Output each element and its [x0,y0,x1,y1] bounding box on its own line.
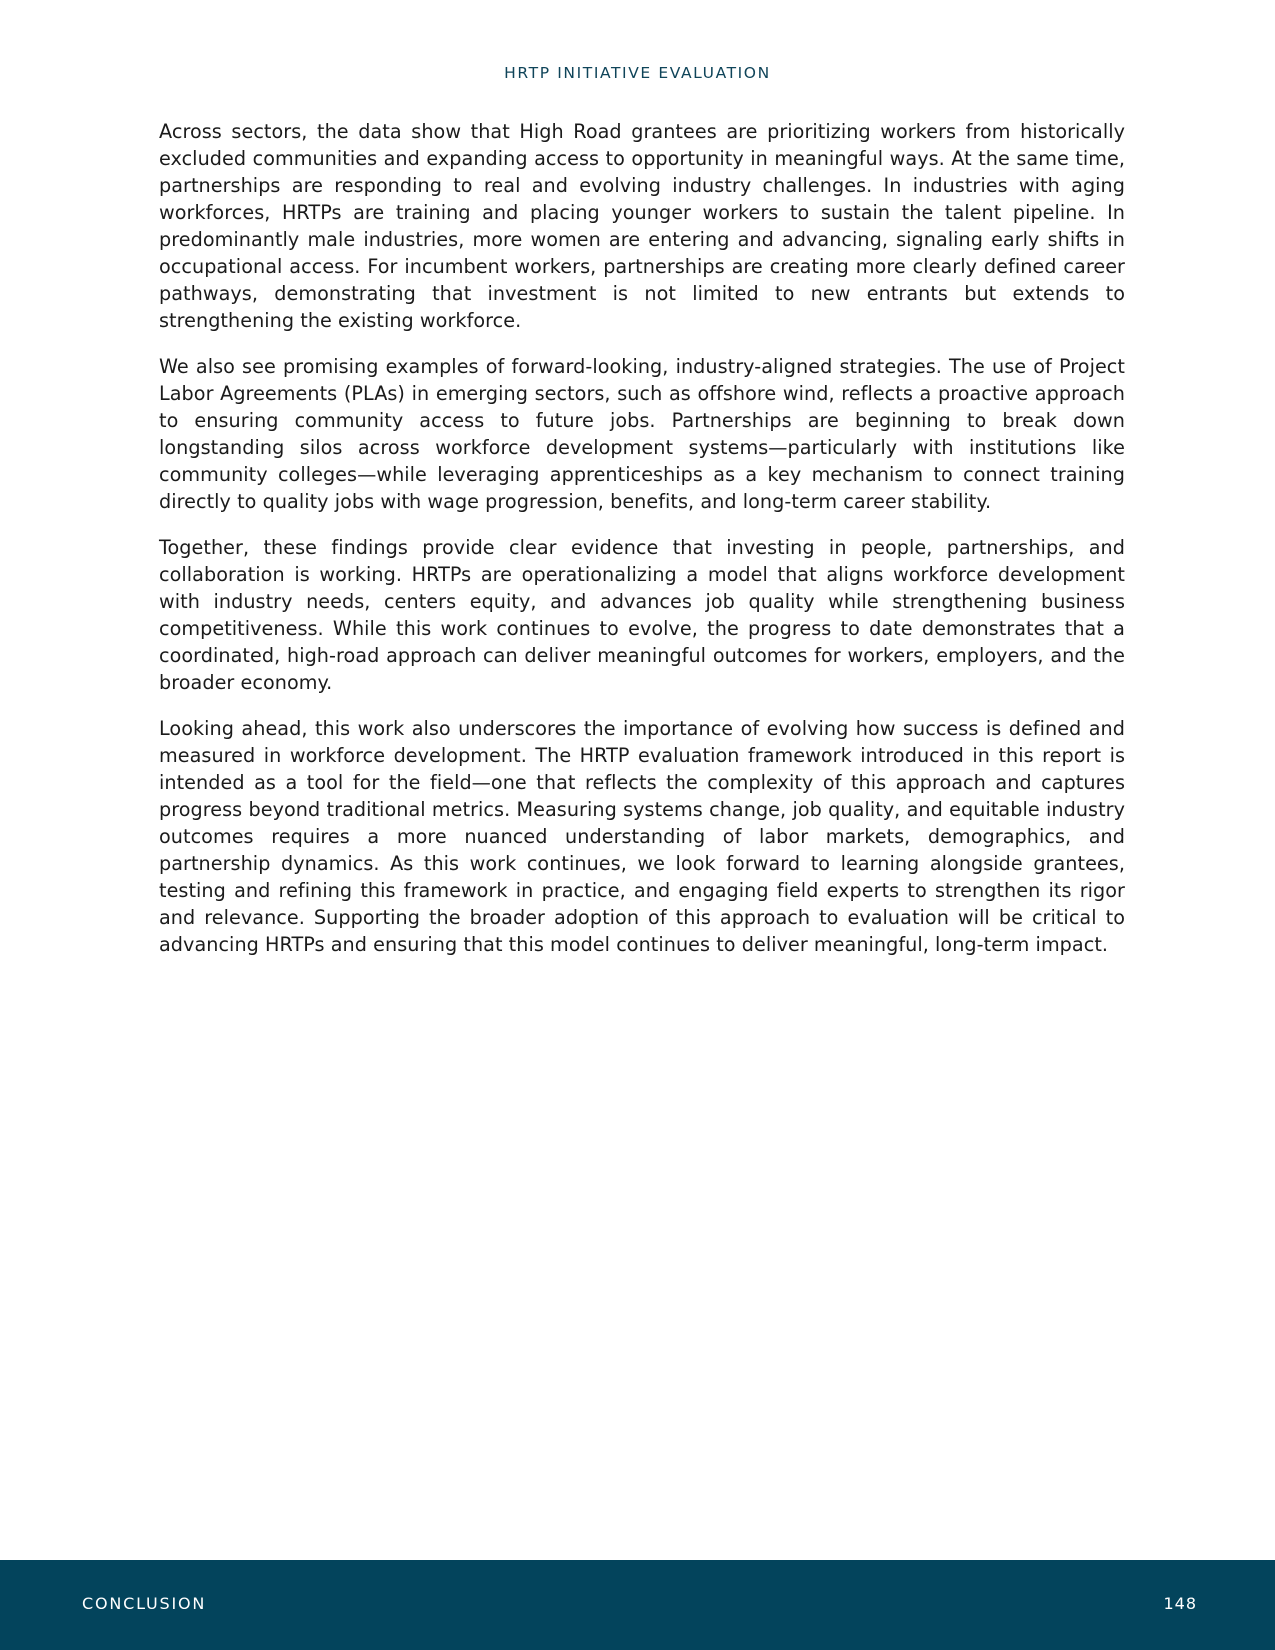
body-text [159,118,1125,977]
page-number: 148 [1163,1594,1197,1613]
footer-bar [0,1560,1275,1650]
running-header: HRTP INITIATIVE EVALUATION [504,64,771,82]
paragraph-2: We also see promising examples of forward-looking, industry-aligned strategies. The use of Project Labor Agreements (PLAs) in emerging sectors, such as offshore wind, reflects a proactive approach to ensuring community access to future jobs. Partnerships are beginning to break down longstanding silos across workforce development systems—particularly with institutions like community colleges—while leveraging apprenticeships as a key mechanism to connect training directly to quality jobs with wage progression, benefits, and long-term career stability. [159,355,1125,513]
paragraph-1: Across sectors, the data show that High Road grantees are prioritizing workers from historically excluded communities and expanding access to opportunity in meaningful ways. At the same time, partnerships are responding to real and evolving industry challenges. In industries with aging workforces, HRTPs are training and placing younger workers to sustain the talent pipeline. In predominantly male industries, more women are entering and advancing, signaling early shifts in occupational access. For incumbent workers, partnerships are creating more clearly defined career pathways, demonstrating that investment is not limited to new entrants but extends to strengthening the existing workforce. [159,120,1125,332]
paragraph-4: Looking ahead, this work also underscores the importance of evolving how success is defined and measured in workforce development. The HRTP evaluation framework introduced in this report is intended as a tool for the field—one that reflects the complexity of this approach and captures progress beyond traditional metrics. Measuring systems change, job quality, and equitable industry outcomes requires a more nuanced understanding of labor markets, demographics, and partnership dynamics. As this work continues, we look forward to learning alongside grantees, testing and refining this framework in practice, and engaging field experts to strengthen its rigor and relevance. Supporting the broader adoption of this approach to evaluation will be critical to advancing HRTPs and ensuring that this model continues to deliver meaningful, long-term impact. [159,717,1125,956]
footer-section-label: CONCLUSION [82,1594,207,1613]
paragraph-3: Together, these findings provide clear evidence that investing in people, partnerships, and collaboration is working. HRTPs are operationalizing a model that aligns workforce development with industry needs, centers equity, and advances job quality while strengthening business competitiveness. While this work continues to evolve, the progress to date demonstrates that a coordinated, high-road approach can deliver meaningful outcomes for workers, employers, and the broader economy. [159,536,1125,694]
